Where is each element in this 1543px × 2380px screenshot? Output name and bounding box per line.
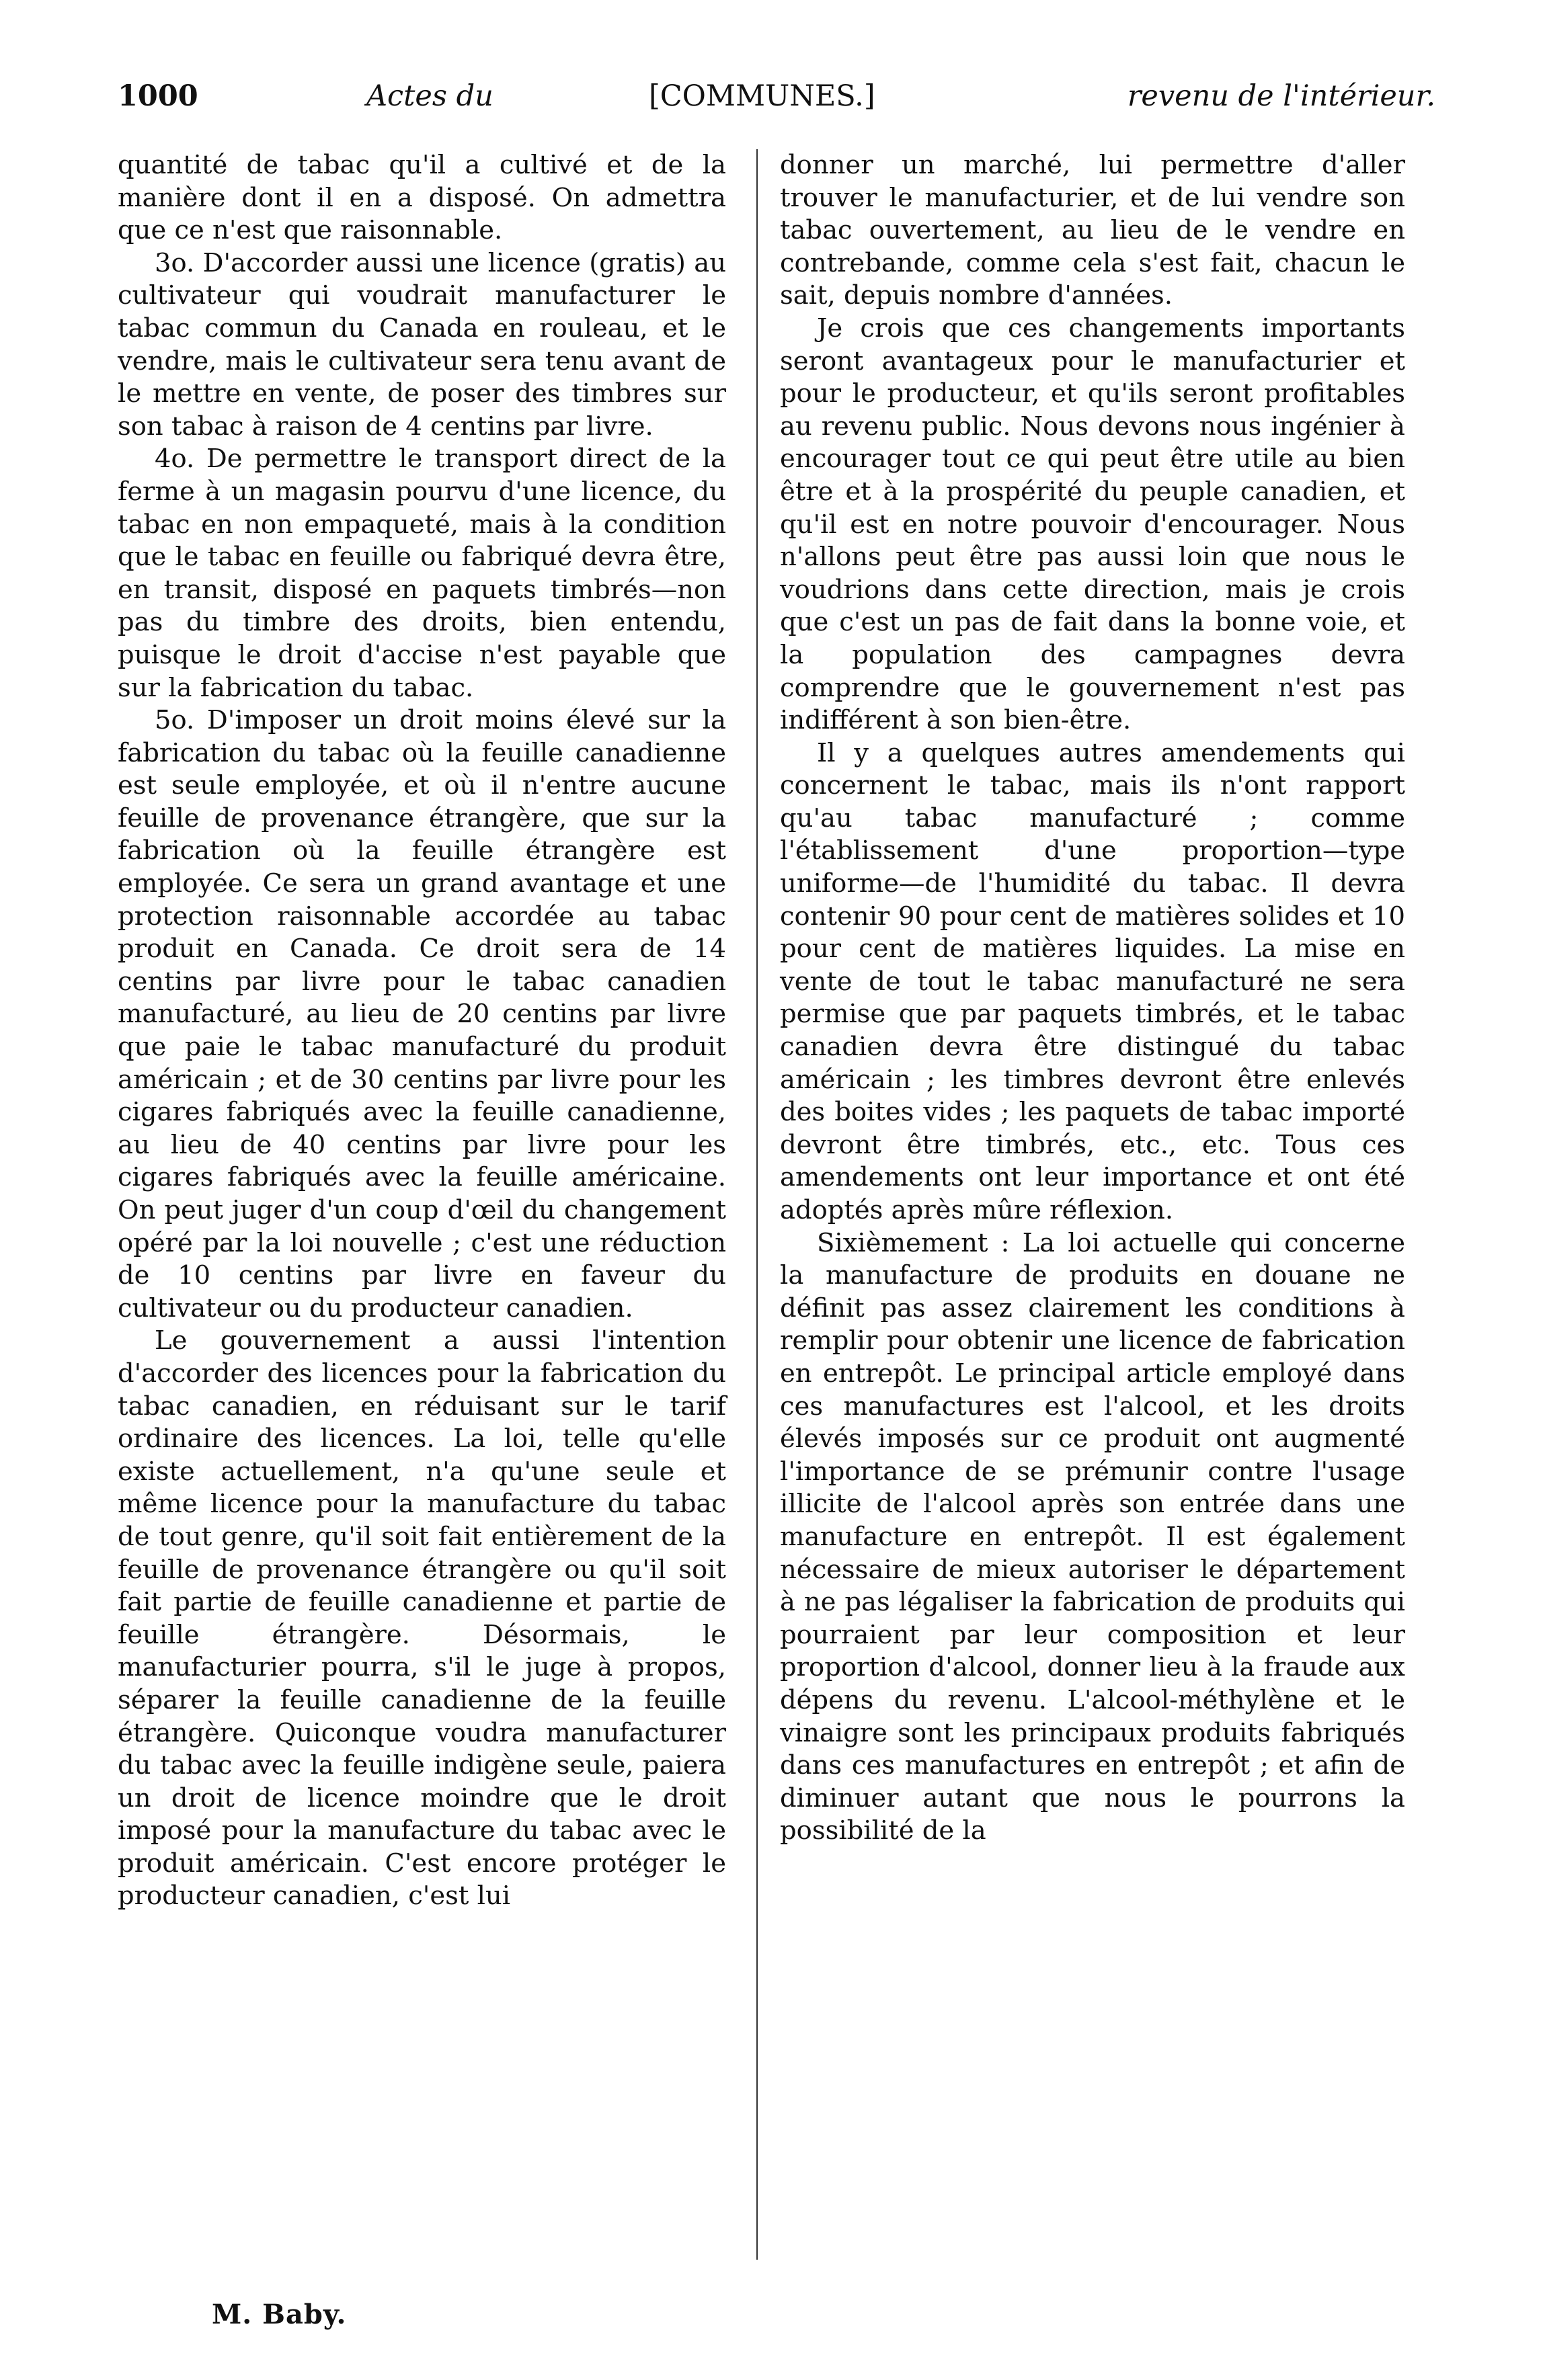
header-right-title: revenu de l'intérieur.	[1127, 79, 1435, 113]
header-left-title: Actes du	[366, 79, 493, 113]
right-column	[780, 149, 1405, 1848]
text-columns	[118, 149, 1435, 2266]
paragraph: 4o. De permettre le transport direct de la ferme à un magasin pourvu d'une licence, du tabac en non empaqueté, mais à la condition que le tabac en feuille ou fabriqué devra être, en transit, disposé en paquets timbrés—non pas du timbre des droits, bien entendu, puisque le droit d'accise n'est payable que sur la fabrication du tabac.	[118, 444, 726, 703]
page-header	[118, 79, 1435, 126]
paragraph: Le gouvernement a aussi l'intention d'accorder des licences pour la fabrication du tabac canadien, en réduisant sur le tarif ordinaire des licences. La loi, telle qu'elle existe actuellement, n'a qu'une seule et même licence pour la manufacture du tabac de tout genre, qu'il soit fait entièrement de la feuille de provenance étrangère ou qu'il soit fait partie de feuille canadienne et partie de feuille étrangère. Désormais, le manufacturier pourra, s'il le juge à propos, séparer la feuille canadienne de la feuille étrangère. Quiconque voudra manufacturer du tabac avec la feuille indigène seule, paiera un droit de licence moindre que le droit imposé pour la manufacture du tabac avec le produit américain. C'est encore protéger le producteur canadien, c'est lui	[118, 1325, 726, 1912]
header-center-title: [COMMUNES.]	[649, 79, 875, 113]
paragraph: Il y a quelques autres amendements qui concernent le tabac, mais ils n'ont rapport qu'au tabac manufacturé ; comme l'établissement d'une proportion—type uniforme—de l'humidité du tabac. Il devra contenir 90 pour cent de matières solides et 10 pour cent de matières liquides. La mise en vente de tout le tabac manufacturé ne sera permise que par paquets timbrés, et le tabac canadien devra être distingué du tabac américain ; les timbres devront être enlevés des boites vides ; les paquets de tabac importé devront être timbrés, etc., etc. Tous ces amendements ont leur importance et ont été adoptés après mûre réflexion.	[780, 737, 1405, 1225]
paragraph: Sixièmement : La loi actuelle qui concerne la manufacture de produits en douane ne définit pas assez clairement les conditions à remplir pour obtenir une licence de fabrication en entrepôt. Le principal article employé dans ces manufactures est l'alcool, et les droits élevés imposés sur ce produit ont augmenté l'importance de se prémunir contre l'usage illicite de l'alcool après son entrée dans une manufacture en entrepôt. Il est également nécessaire de mieux autoriser le département à ne pas légaliser la fabrication de produits qui pourraient par leur composition et leur proportion d'alcool, donner lieu à la fraude aux dépens du revenu. L'alcool-méthylène et le vinaigre sont les principaux produits fabriqués dans ces manufactures en entrepôt ; et afin de diminuer autant que nous le pourrons la possibilité de la	[780, 1227, 1405, 1846]
document-page	[118, 0, 1435, 2380]
paragraph: 3o. D'accorder aussi une licence (gratis) au cultivateur qui voudrait manufacturer le tabac commun du Canada en rouleau, et le vendre, mais le cultivateur sera tenu avant de le mettre en vente, de poser des timbres sur son tabac à raison de 4 centins par livre.	[118, 247, 726, 442]
paragraph: Je crois que ces changements importants seront avantageux pour le manufacturier et pour le producteur, et qu'ils seront profitables au revenu public. Nous devons nous ingénier à encourager tout ce qui peut être utile au bien être et à la prospérité du peuple canadien, et qu'il est en notre pouvoir d'encourager. Nous n'allons peut être pas aussi loin que nous le voudrions dans cette direction, mais je crois que c'est un pas de fait dans la bonne voie, et la population des campagnes devra comprendre que le gouvernement n'est pas indifférent à son bien-être.	[780, 313, 1405, 736]
left-column	[118, 149, 726, 1913]
paragraph: donner un marché, lui permettre d'aller trouver le manufacturier, et de lui vendre son tabac ouvertement, au lieu de le vendre en contrebande, comme cela s'est fait, chacun le sait, depuis nombre d'années.	[780, 150, 1405, 311]
column-divider	[756, 149, 758, 2260]
speaker-name: M. Baby.	[212, 2299, 347, 2330]
paragraph: quantité de tabac qu'il a cultivé et de la manière dont il en a disposé. On admettra que ce n'est que raisonnable.	[118, 150, 726, 246]
paragraph: 5o. D'imposer un droit moins élevé sur la fabrication du tabac où la feuille canadienne est seule employée, et où il n'entre aucune feuille de provenance étrangère, que sur la fabrication où la feuille étrangère est employée. Ce sera un grand avantage et une protection raisonnable accordée au tabac produit en Canada. Ce droit sera de 14 centins par livre pour le tabac canadien manufacturé, au lieu de 20 centins par livre que paie le tabac manufacturé du produit américain ; et de 30 centins par livre pour les cigares fabriqués avec la feuille canadienne, au lieu de 40 centins par livre pour les cigares fabriqués avec la feuille américaine. On peut juger d'un coup d'œil du changement opéré par la loi nouvelle ; c'est une réduction de 10 centins par livre en faveur du cultivateur ou du producteur canadien.	[118, 705, 726, 1323]
page-number: 1000	[118, 79, 198, 113]
